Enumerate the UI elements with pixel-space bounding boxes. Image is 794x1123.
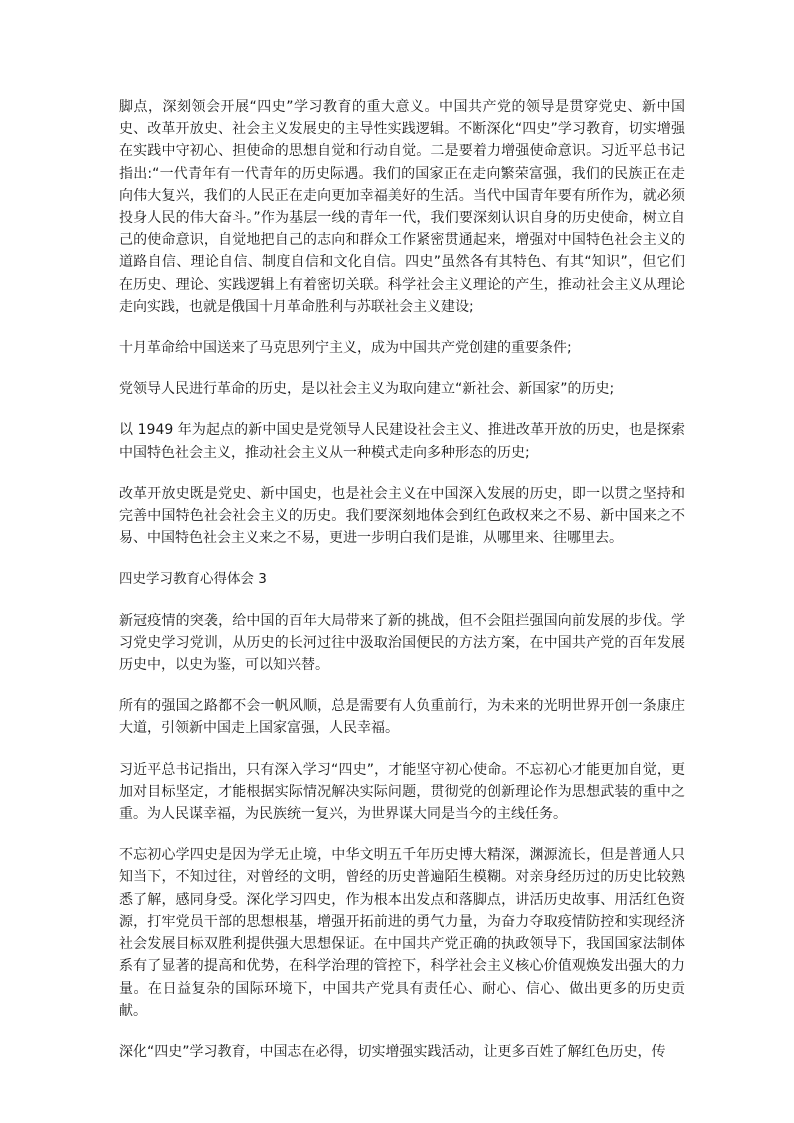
paragraph: 以 1949 年为起点的新中国史是党领导人民建设社会主义、推进改革开放的历史，也是探索中国特色社会主义，推动社会主义从一种模式走向多种形态的历史;: [119, 422, 685, 461]
paragraph: 脚点，深刻领会开展“四史”学习教育的重大意义。中国共产党的领导是贯穿党史、新中国史、改革开放史、社会主义发展史的主导性实践逻辑。不断深化“四史”学习教育，切实增强在实践中守初心、担使命的思想自觉和行动自觉。二是要着力增强使命意识。习近平总书记指出:“一代青年有一代青年的历史际遇。我们的国家正在走向繁荣富强，我们的民族正在走向伟大复兴，我们的人民正在走向更加幸福美好的生活。当代中国青年要有所作为，就必须投身人民的伟大奋斗。”作为基层一线的青年一代，我们要深刻认识自身的历史使命，树立自己的使命意识，自觉地把自己的志向和群众工作紧密贯通起来，增强对中国特色社会主义的道路自信、理论自信、制度自信和文化自信。四史”虽然各有其特色、有其“知识”，但它们在历史、理论、实践逻辑上有着密切关联。科学社会主义理论的产生，推动社会主义从理论走向实践，也就是俄国十月革命胜利与苏联社会主义建设;: [119, 99, 685, 315]
paragraph: 改革开放史既是党史、新中国史，也是社会主义在中国深入发展的历史，即一以贯之坚持和完善中国特色社会社会主义的历史。我们要深刻地体会到红色政权来之不易、新中国来之不易、中国特色社会主义来之不易，更进一步明白我们是谁，从哪里来、往哪里去。: [119, 485, 685, 547]
paragraph: 新冠疫情的突袭，给中国的百年大局带来了新的挑战，但不会阻拦强国向前发展的步伐。学习党史学习党训，从历史的长河过往中汲取治国便民的方法方案，在中国共产党的百年发展历史中，以史为鉴，可以知兴替。: [119, 612, 685, 674]
paragraph: 所有的强国之路都不会一帆风顺，总是需要有人负重前行，为未来的光明世界开创一条康庄大道，引领新中国走上国家富强，人民幸福。: [119, 698, 685, 737]
section-heading: 四史学习教育心得体会 3: [119, 571, 267, 588]
paragraph: 十月革命给中国送来了马克思列宁主义，成为中国共产党创建的重要条件;: [119, 340, 572, 357]
document-body: [119, 96, 685, 1082]
paragraph: 不忘初心学四史是因为学无止境，中华文明五千年历史博大精深，渊源流长，但是普通人只知当下，不知过往，对曾经的文明，曾经的历史普遍陌生模糊。对亲身经历过的历史比较熟悉了解，感同身受。深化学习四史，作为根本出发点和落脚点，讲活历史故事、用活红色资源，打牢党员干部的思想根基，增强开拓前进的勇气力量，为奋力夺取疫情防控和实现经济社会发展目标双胜利提供强大思想保证。在中国共产党正确的执政领导下，我国国家法制体系有了显著的提高和优势，在科学治理的管控下，科学社会主义核心价值观焕发出强大的力量。在日益复杂的国际环境下，中国共产党具有责任心、耐心、信心、做出更多的历史贡献。: [119, 847, 685, 1019]
paragraph: 党领导人民进行革命的历史，是以社会主义为取向建立“新社会、新国家”的历史;: [119, 381, 615, 398]
paragraph: 深化“四史”学习教育，中国志在必得，切实增强实践活动，让更多百姓了解红色历史，传: [119, 1043, 666, 1060]
paragraph: 习近平总书记指出，只有深入学习“四史”，才能坚守初心使命。不忘初心才能更加自觉，更加对目标坚定，才能根据实际情况解决实际问题，贯彻党的创新理论作为思想武装的重中之重。为人民谋幸福，为民族统一复兴，为世界谋大同是当今的主线任务。: [119, 761, 685, 823]
